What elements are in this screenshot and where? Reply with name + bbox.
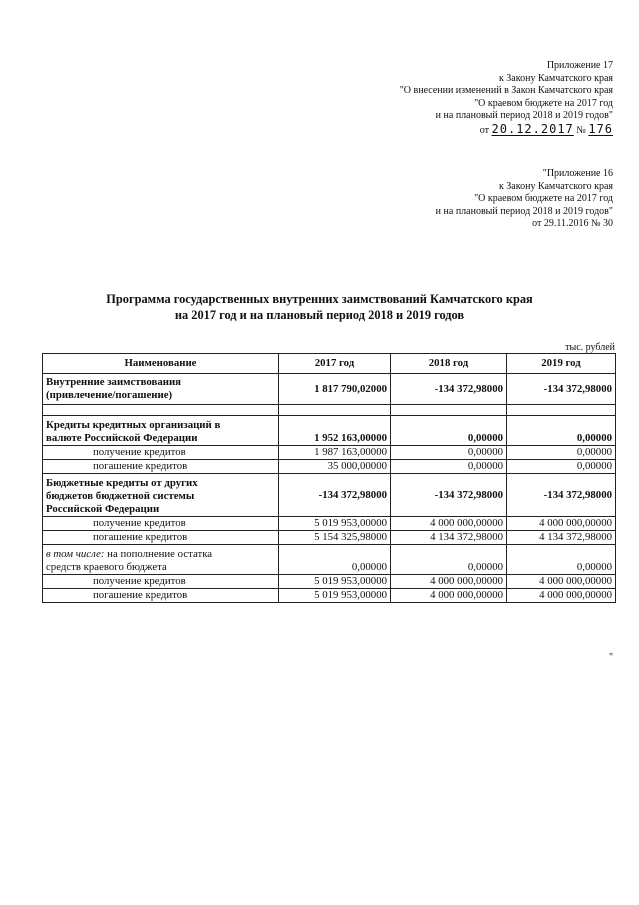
appendix-17-line: "О внесении изменений в Закон Камчатского края <box>399 85 613 97</box>
cell-2017: -134 372,98000 <box>279 474 391 517</box>
appendix-17-line: Приложение 17 <box>546 60 613 71</box>
borrowing-program-table <box>42 353 616 603</box>
table-row <box>43 575 616 589</box>
cell-2017: 1 952 163,00000 <box>279 416 391 446</box>
cell-2019: 4 000 000,00000 <box>507 589 616 603</box>
appendix-16-line: "О краевом бюджете на 2017 год <box>474 193 613 205</box>
document-title <box>0 291 639 323</box>
units-label: тыс. рублей <box>565 342 615 353</box>
row-name-line: Бюджетные кредиты от других <box>46 477 198 489</box>
closing-quote-mark: " <box>609 652 614 663</box>
cell-2017: 1 987 163,00000 <box>279 446 391 460</box>
table-row <box>43 416 616 446</box>
cell-2019: 0,00000 <box>507 446 616 460</box>
row-name: получение кредитов <box>43 446 279 460</box>
cell-2019: -134 372,98000 <box>507 374 616 405</box>
cell-2018: 4 000 000,00000 <box>391 517 507 531</box>
row-name-line: Кредиты кредитных организаций в <box>46 419 221 431</box>
table-row <box>43 460 616 474</box>
empty-cell <box>43 405 279 416</box>
appendix-17-line: к Закону Камчатского края <box>498 72 613 84</box>
row-name <box>43 474 279 517</box>
row-name-line: бюджетов бюджетной системы <box>46 490 195 502</box>
cell-2018: -134 372,98000 <box>391 474 507 517</box>
empty-cell <box>279 405 391 416</box>
table-row <box>43 374 616 405</box>
cell-2018: 0,00000 <box>391 460 507 474</box>
header-2019: 2019 год <box>507 354 616 374</box>
header-2018: 2018 год <box>391 354 507 374</box>
cell-2017: 5 154 325,98000 <box>279 531 391 545</box>
title-line: Программа государственных внутренних заимствований Камчатского края <box>106 292 533 306</box>
table-row <box>43 474 616 517</box>
cell-2017: 5 019 953,00000 <box>279 575 391 589</box>
appendix-17-line: и на плановый период 2018 и 2019 годов" <box>435 110 613 122</box>
title-line: на 2017 год и на плановый период 2018 и 2019 годов <box>174 308 465 322</box>
cell-2017: 0,00000 <box>279 545 391 575</box>
row-name-line: Российской Федерации <box>46 503 160 515</box>
from-label: от <box>479 124 490 136</box>
handwritten-number: 176 <box>588 121 613 136</box>
handwritten-date: 20.12.2017 <box>491 121 574 136</box>
appendix-16-line: от 29.11.2016 № 30 <box>532 218 613 230</box>
row-name-line: Внутренние заимствования <box>46 376 182 388</box>
table-row <box>43 446 616 460</box>
table-header-row <box>43 354 616 374</box>
table-row <box>43 531 616 545</box>
row-name: погашение кредитов <box>43 531 279 545</box>
row-name <box>43 545 279 575</box>
empty-cell <box>507 405 616 416</box>
cell-2019: 0,00000 <box>507 460 616 474</box>
row-name: получение кредитов <box>43 517 279 531</box>
cell-2019: 0,00000 <box>507 416 616 446</box>
cell-2019: -134 372,98000 <box>507 474 616 517</box>
header-name: Наименование <box>43 354 279 374</box>
table-row <box>43 517 616 531</box>
row-name <box>43 374 279 405</box>
number-sign: № <box>576 124 586 136</box>
cell-2018: 4 000 000,00000 <box>391 589 507 603</box>
row-name-line: средств краевого бюджета <box>46 561 167 573</box>
cell-2018: 0,00000 <box>391 446 507 460</box>
table-row <box>43 545 616 575</box>
cell-2018: -134 372,98000 <box>391 374 507 405</box>
row-name-line: (привлечение/погашение) <box>46 389 173 401</box>
cell-2017: 35 000,00000 <box>279 460 391 474</box>
cell-2019: 4 134 372,98000 <box>507 531 616 545</box>
cell-2018: 0,00000 <box>391 545 507 575</box>
appendix-16-line: "Приложение 16 <box>542 168 613 179</box>
row-name: погашение кредитов <box>43 589 279 603</box>
cell-2018: 4 134 372,98000 <box>391 531 507 545</box>
row-name-line: валюте Российской Федерации <box>46 432 198 444</box>
cell-2018: 0,00000 <box>391 416 507 446</box>
table-row <box>43 589 616 603</box>
including-prefix: в том числе: <box>46 548 105 560</box>
appendix-17-header <box>400 60 613 138</box>
cell-2018: 4 000 000,00000 <box>391 575 507 589</box>
cell-2017: 5 019 953,00000 <box>279 517 391 531</box>
cell-2019: 0,00000 <box>507 545 616 575</box>
appendix-16-line: и на плановый период 2018 и 2019 годов" <box>435 205 613 217</box>
cell-2017: 5 019 953,00000 <box>279 589 391 603</box>
row-name-line <box>46 548 275 561</box>
cell-2019: 4 000 000,00000 <box>507 517 616 531</box>
cell-2017: 1 817 790,02000 <box>279 374 391 405</box>
cell-2019: 4 000 000,00000 <box>507 575 616 589</box>
row-name: получение кредитов <box>43 575 279 589</box>
appendix-17-date-line <box>400 123 613 138</box>
including-label: на пополнение остатка <box>107 548 213 560</box>
header-2017: 2017 год <box>279 354 391 374</box>
appendix-16-header <box>436 168 613 231</box>
row-name <box>43 416 279 446</box>
appendix-17-line: "О краевом бюджете на 2017 год <box>474 97 613 109</box>
appendix-16-line: к Закону Камчатского края <box>498 180 613 192</box>
row-name: погашение кредитов <box>43 460 279 474</box>
empty-cell <box>391 405 507 416</box>
table-row-empty <box>43 405 616 416</box>
